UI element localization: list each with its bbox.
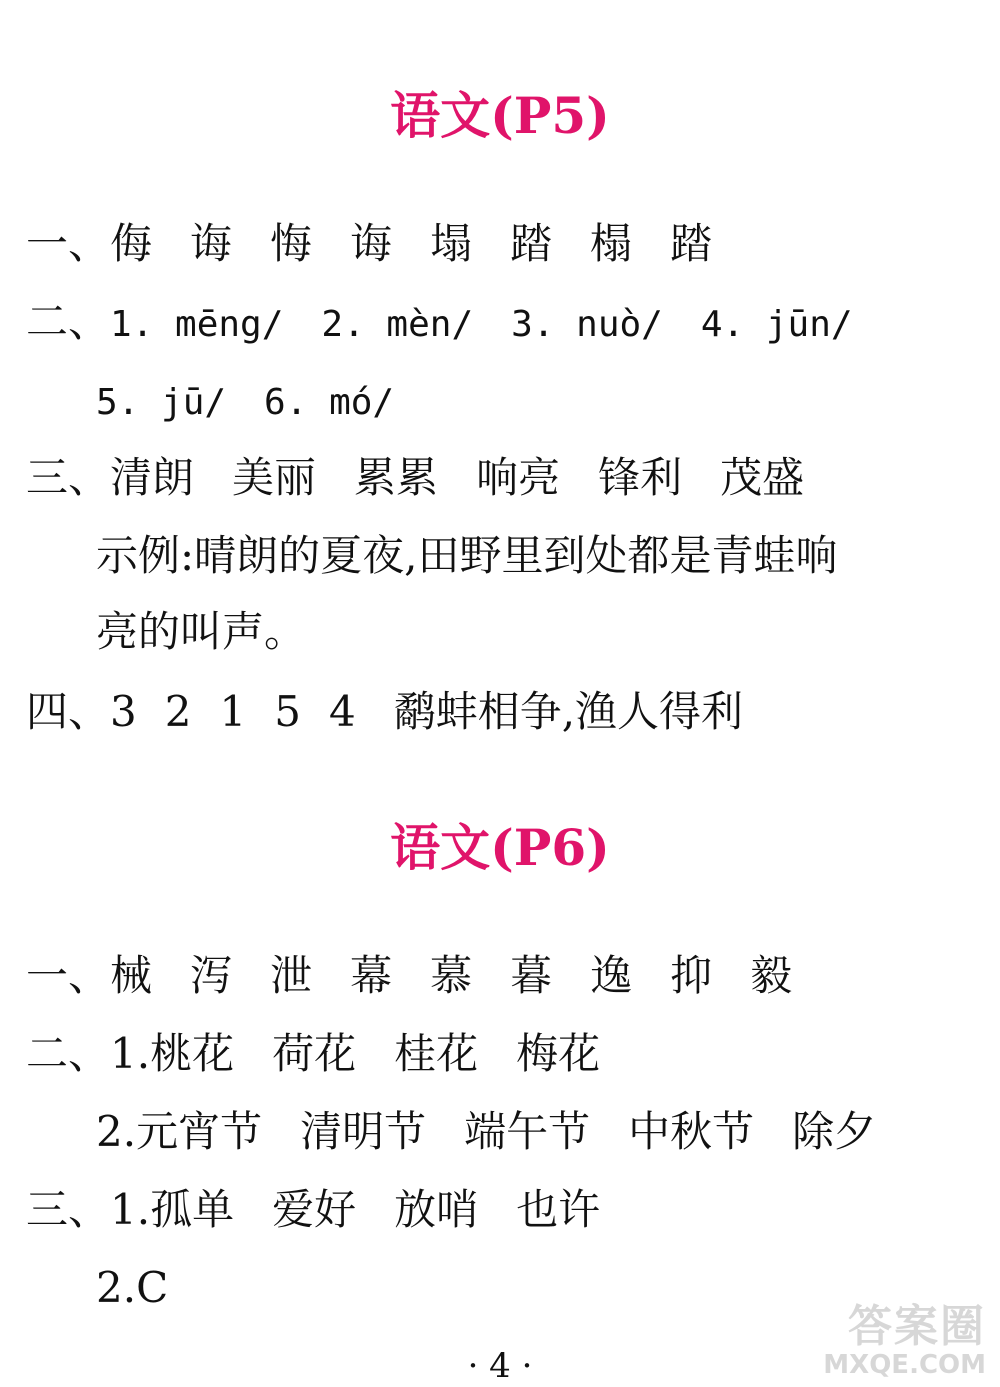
watermark [823, 1303, 986, 1379]
answer-word: 累累 [354, 453, 439, 502]
answer-word: 锋利 [598, 453, 683, 502]
p5-line-6 [96, 606, 306, 658]
pinyin-answer: 5. jū/ [96, 382, 227, 423]
line-lead: 二、 [26, 1029, 111, 1078]
line-lead: 四、 [26, 687, 111, 736]
answer-char: 泻 [190, 951, 233, 1000]
p5-line-3 [96, 374, 394, 429]
answer-word: 2.元宵节 [96, 1107, 263, 1156]
p6-line-2 [26, 1028, 600, 1080]
section-title-p5: 语文(P5) [390, 86, 610, 145]
answer-char: 踏 [510, 219, 553, 268]
answer-word: 1.孤单 [110, 1185, 235, 1234]
p6-line-4 [26, 1184, 600, 1236]
p5-line-2 [26, 296, 853, 351]
answer-word: 除夕 [792, 1107, 877, 1156]
answer-word: 清明节 [300, 1107, 427, 1156]
answer-word: 放哨 [394, 1185, 479, 1234]
pinyin-answer: 4. jūn/ [700, 304, 853, 345]
line-lead: 三、 [26, 453, 111, 502]
p5-line-5 [96, 530, 838, 582]
answer-char: 慕 [430, 951, 473, 1000]
order-number: 4 [328, 687, 356, 736]
answer-word: 爱好 [272, 1185, 357, 1234]
answer-char: 抑 [670, 951, 713, 1000]
section-title-p6: 语文(P6) [390, 818, 610, 877]
answer-word: 也许 [516, 1185, 601, 1234]
answer-word: 桂花 [394, 1029, 479, 1078]
pinyin-answer: 1. mēng/ [110, 304, 284, 345]
answer-char: 侮 [110, 219, 153, 268]
order-number: 2 [164, 687, 192, 736]
pinyin-answer: 6. mó/ [264, 382, 395, 423]
answer-char: 幕 [350, 951, 393, 1000]
answer-word: 中秋节 [628, 1107, 755, 1156]
answer-char: 诲 [350, 219, 393, 268]
order-number: 5 [274, 687, 301, 736]
page-number: · 4 · [467, 1346, 533, 1386]
example-sentence-cont: 亮的叫声。 [96, 607, 307, 656]
answer-char: 泄 [270, 951, 313, 1000]
answer-char: 诲 [190, 219, 233, 268]
watermark-url: MXQE.COM [823, 1350, 986, 1380]
answer-char: 塌 [430, 219, 473, 268]
p6-line-5 [96, 1262, 168, 1314]
answer-word: 茂盛 [720, 453, 805, 502]
idiom-answer: 鹬蚌相争,渔人得利 [393, 687, 744, 736]
answer-word: 梅花 [516, 1029, 601, 1078]
answer-word: 美丽 [232, 453, 317, 502]
answer-choice: 2.C [96, 1263, 169, 1312]
example-sentence: 示例:晴朗的夏夜,田野里到处都是青蛙响 [96, 531, 838, 580]
answer-char: 悔 [270, 219, 313, 268]
answer-char: 毅 [750, 951, 793, 1000]
answer-word: 清朗 [110, 453, 195, 502]
line-lead: 一、 [26, 219, 111, 268]
p5-line-1 [26, 218, 712, 270]
p6-line-3 [96, 1106, 876, 1158]
answer-word: 响亮 [476, 453, 561, 502]
p6-line-1 [26, 950, 792, 1002]
pinyin-answer: 2. mèn/ [321, 304, 474, 345]
answer-char: 榻 [590, 219, 633, 268]
answer-char: 逸 [590, 951, 633, 1000]
answer-word: 1.桃花 [110, 1029, 235, 1078]
answer-char: 暮 [510, 951, 553, 1000]
pinyin-answer: 3. nuò/ [511, 304, 663, 345]
p5-line-7 [26, 686, 743, 738]
order-number: 1 [219, 687, 247, 736]
order-number: 3 [110, 687, 137, 736]
line-lead: 一、 [26, 951, 111, 1000]
p5-line-4 [26, 452, 804, 504]
answer-word: 荷花 [272, 1029, 357, 1078]
answer-char: 踏 [670, 219, 713, 268]
watermark-brand: 答案圈 [848, 1301, 986, 1352]
line-lead: 二、 [26, 297, 111, 346]
line-lead: 三、 [26, 1185, 111, 1234]
answer-word: 端午节 [464, 1107, 591, 1156]
answer-char: 械 [110, 951, 153, 1000]
